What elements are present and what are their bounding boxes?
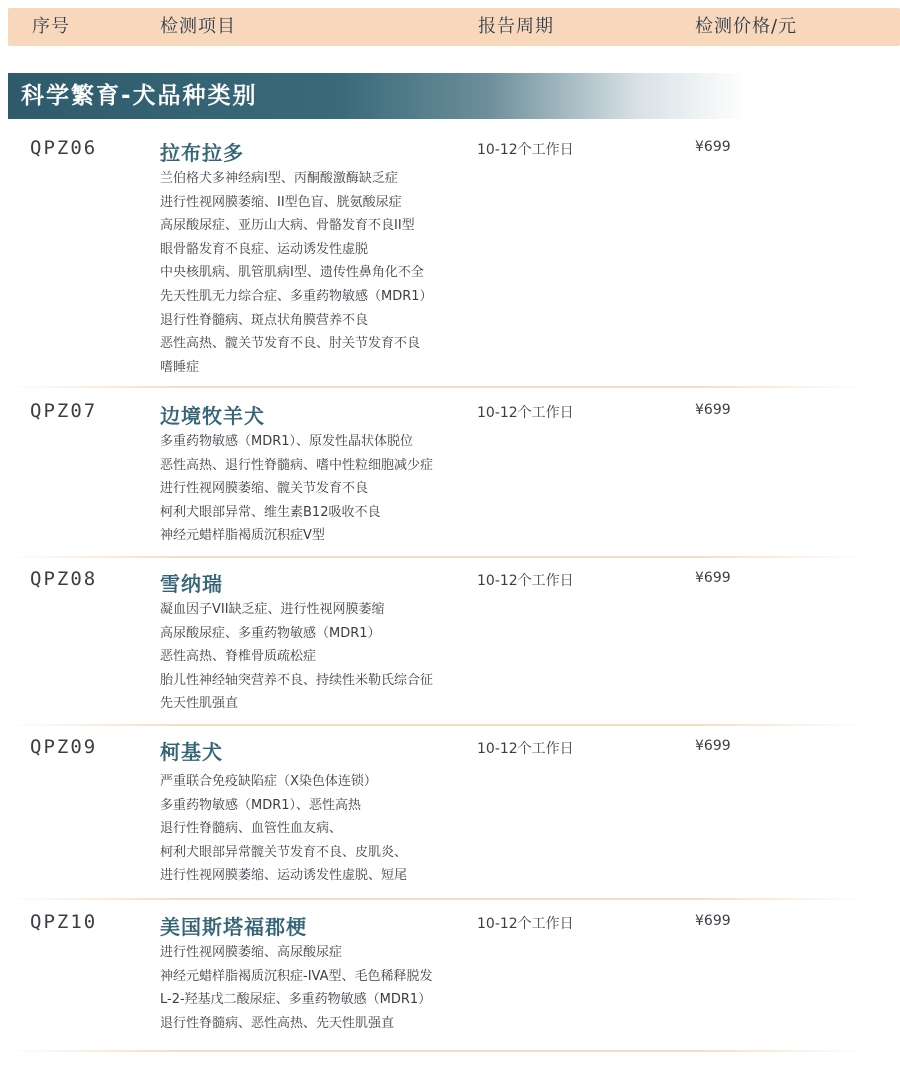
list-item: 多重药物敏感（MDR1）、恶性高热 [160, 797, 362, 813]
list-item: 进行性视网膜萎缩、高尿酸尿症 [160, 945, 343, 960]
list-item: 神经元蜡样脂褐质沉积症V型 [160, 528, 325, 544]
row-code: QPZ09 [30, 736, 98, 758]
row-items [160, 941, 432, 1035]
row-price: ¥699 [695, 738, 731, 754]
list-item: 进行性视网膜萎缩、髋关节发育不良 [160, 481, 369, 497]
list-item: 进行性视网膜萎缩、运动诱发性虚脱、短尾 [160, 868, 408, 884]
row-items [160, 430, 433, 548]
table-header [8, 8, 900, 46]
list-item: 兰伯格犬多神经病I型、丙酮酸激酶缺乏症 [160, 171, 398, 186]
list-item: 中央核肌病、肌管肌病I型、遗传性鼻角化不全 [160, 265, 424, 281]
list-item: 恶性高热、髋关节发育不良、肘关节发育不良 [160, 336, 421, 352]
row-cycle: 10-12个工作日 [477, 573, 574, 589]
category-banner [8, 73, 748, 119]
row-price: ¥699 [695, 570, 731, 586]
row-price: ¥699 [695, 913, 731, 929]
header-price: 检测价格/元 [695, 16, 798, 37]
list-item: L-2-羟基戊二酸尿症、多重药物敏感（MDR1） [160, 992, 432, 1008]
list-item: 凝血因子VII缺乏症、进行性视网膜萎缩 [160, 602, 385, 617]
list-item: 高尿酸尿症、亚历山大病、骨骼发育不良II型 [160, 218, 415, 234]
row-divider [8, 386, 868, 388]
list-item: 眼骨骼发育不良症、运动诱发性虚脱 [160, 241, 369, 257]
row-items [160, 770, 407, 888]
row-cycle: 10-12个工作日 [477, 741, 574, 757]
row-cycle: 10-12个工作日 [477, 916, 574, 932]
list-item: 柯利犬眼部异常髋关节发育不良、皮肌炎、 [160, 844, 408, 860]
list-item: 退行性脊髓病、斑点状角膜营养不良 [160, 312, 369, 328]
row-cycle: 10-12个工作日 [477, 142, 574, 158]
list-item: 严重联合免疫缺陷症（X染色体连锁） [160, 774, 377, 789]
list-item: 先天性肌无力综合症、多重药物敏感（MDR1） [160, 288, 433, 304]
list-item: 柯利犬眼部异常、维生素B12吸收不良 [160, 504, 381, 520]
header-index: 序号 [32, 16, 70, 37]
row-divider [8, 1050, 868, 1052]
row-items [160, 598, 433, 716]
list-item: 退行性脊髓病、血管性血友病、 [160, 821, 343, 837]
row-divider [8, 724, 868, 726]
list-item: 高尿酸尿症、多重药物敏感（MDR1） [160, 625, 381, 641]
category-title: 科学繁育-犬品种类别 [21, 83, 258, 109]
list-item: 进行性视网膜萎缩、II型色盲、胱氨酸尿症 [160, 194, 402, 210]
row-name: 拉布拉多 [160, 141, 244, 165]
row-cycle: 10-12个工作日 [477, 405, 574, 421]
row-price: ¥699 [695, 402, 731, 418]
list-item: 退行性脊髓病、恶性高热、先天性肌强直 [160, 1015, 395, 1031]
row-name: 雪纳瑞 [160, 572, 223, 596]
row-name: 美国斯塔福郡梗 [160, 915, 307, 939]
row-code: QPZ10 [30, 911, 98, 933]
header-cycle: 报告周期 [478, 16, 554, 37]
list-item: 嗜睡症 [160, 359, 200, 375]
list-item: 胎儿性神经轴突营养不良、持续性米勒氏综合征 [160, 672, 434, 688]
row-divider [8, 556, 868, 558]
row-name: 柯基犬 [160, 740, 223, 764]
list-item: 神经元蜡样脂褐质沉积症-IVA型、毛色稀释脱发 [160, 968, 433, 984]
row-divider [8, 898, 868, 900]
row-code: QPZ06 [30, 137, 98, 159]
row-items [160, 167, 433, 379]
list-item: 先天性肌强直 [160, 696, 239, 712]
list-item: 恶性高热、脊椎骨质疏松症 [160, 649, 317, 665]
row-price: ¥699 [695, 139, 731, 155]
list-item: 多重药物敏感（MDR1）、原发性晶状体脱位 [160, 434, 414, 449]
list-item: 恶性高热、退行性脊髓病、嗜中性粒细胞减少症 [160, 457, 434, 473]
row-code: QPZ08 [30, 568, 98, 590]
row-name: 边境牧羊犬 [160, 404, 265, 428]
header-item: 检测项目 [160, 16, 236, 37]
row-code: QPZ07 [30, 400, 98, 422]
